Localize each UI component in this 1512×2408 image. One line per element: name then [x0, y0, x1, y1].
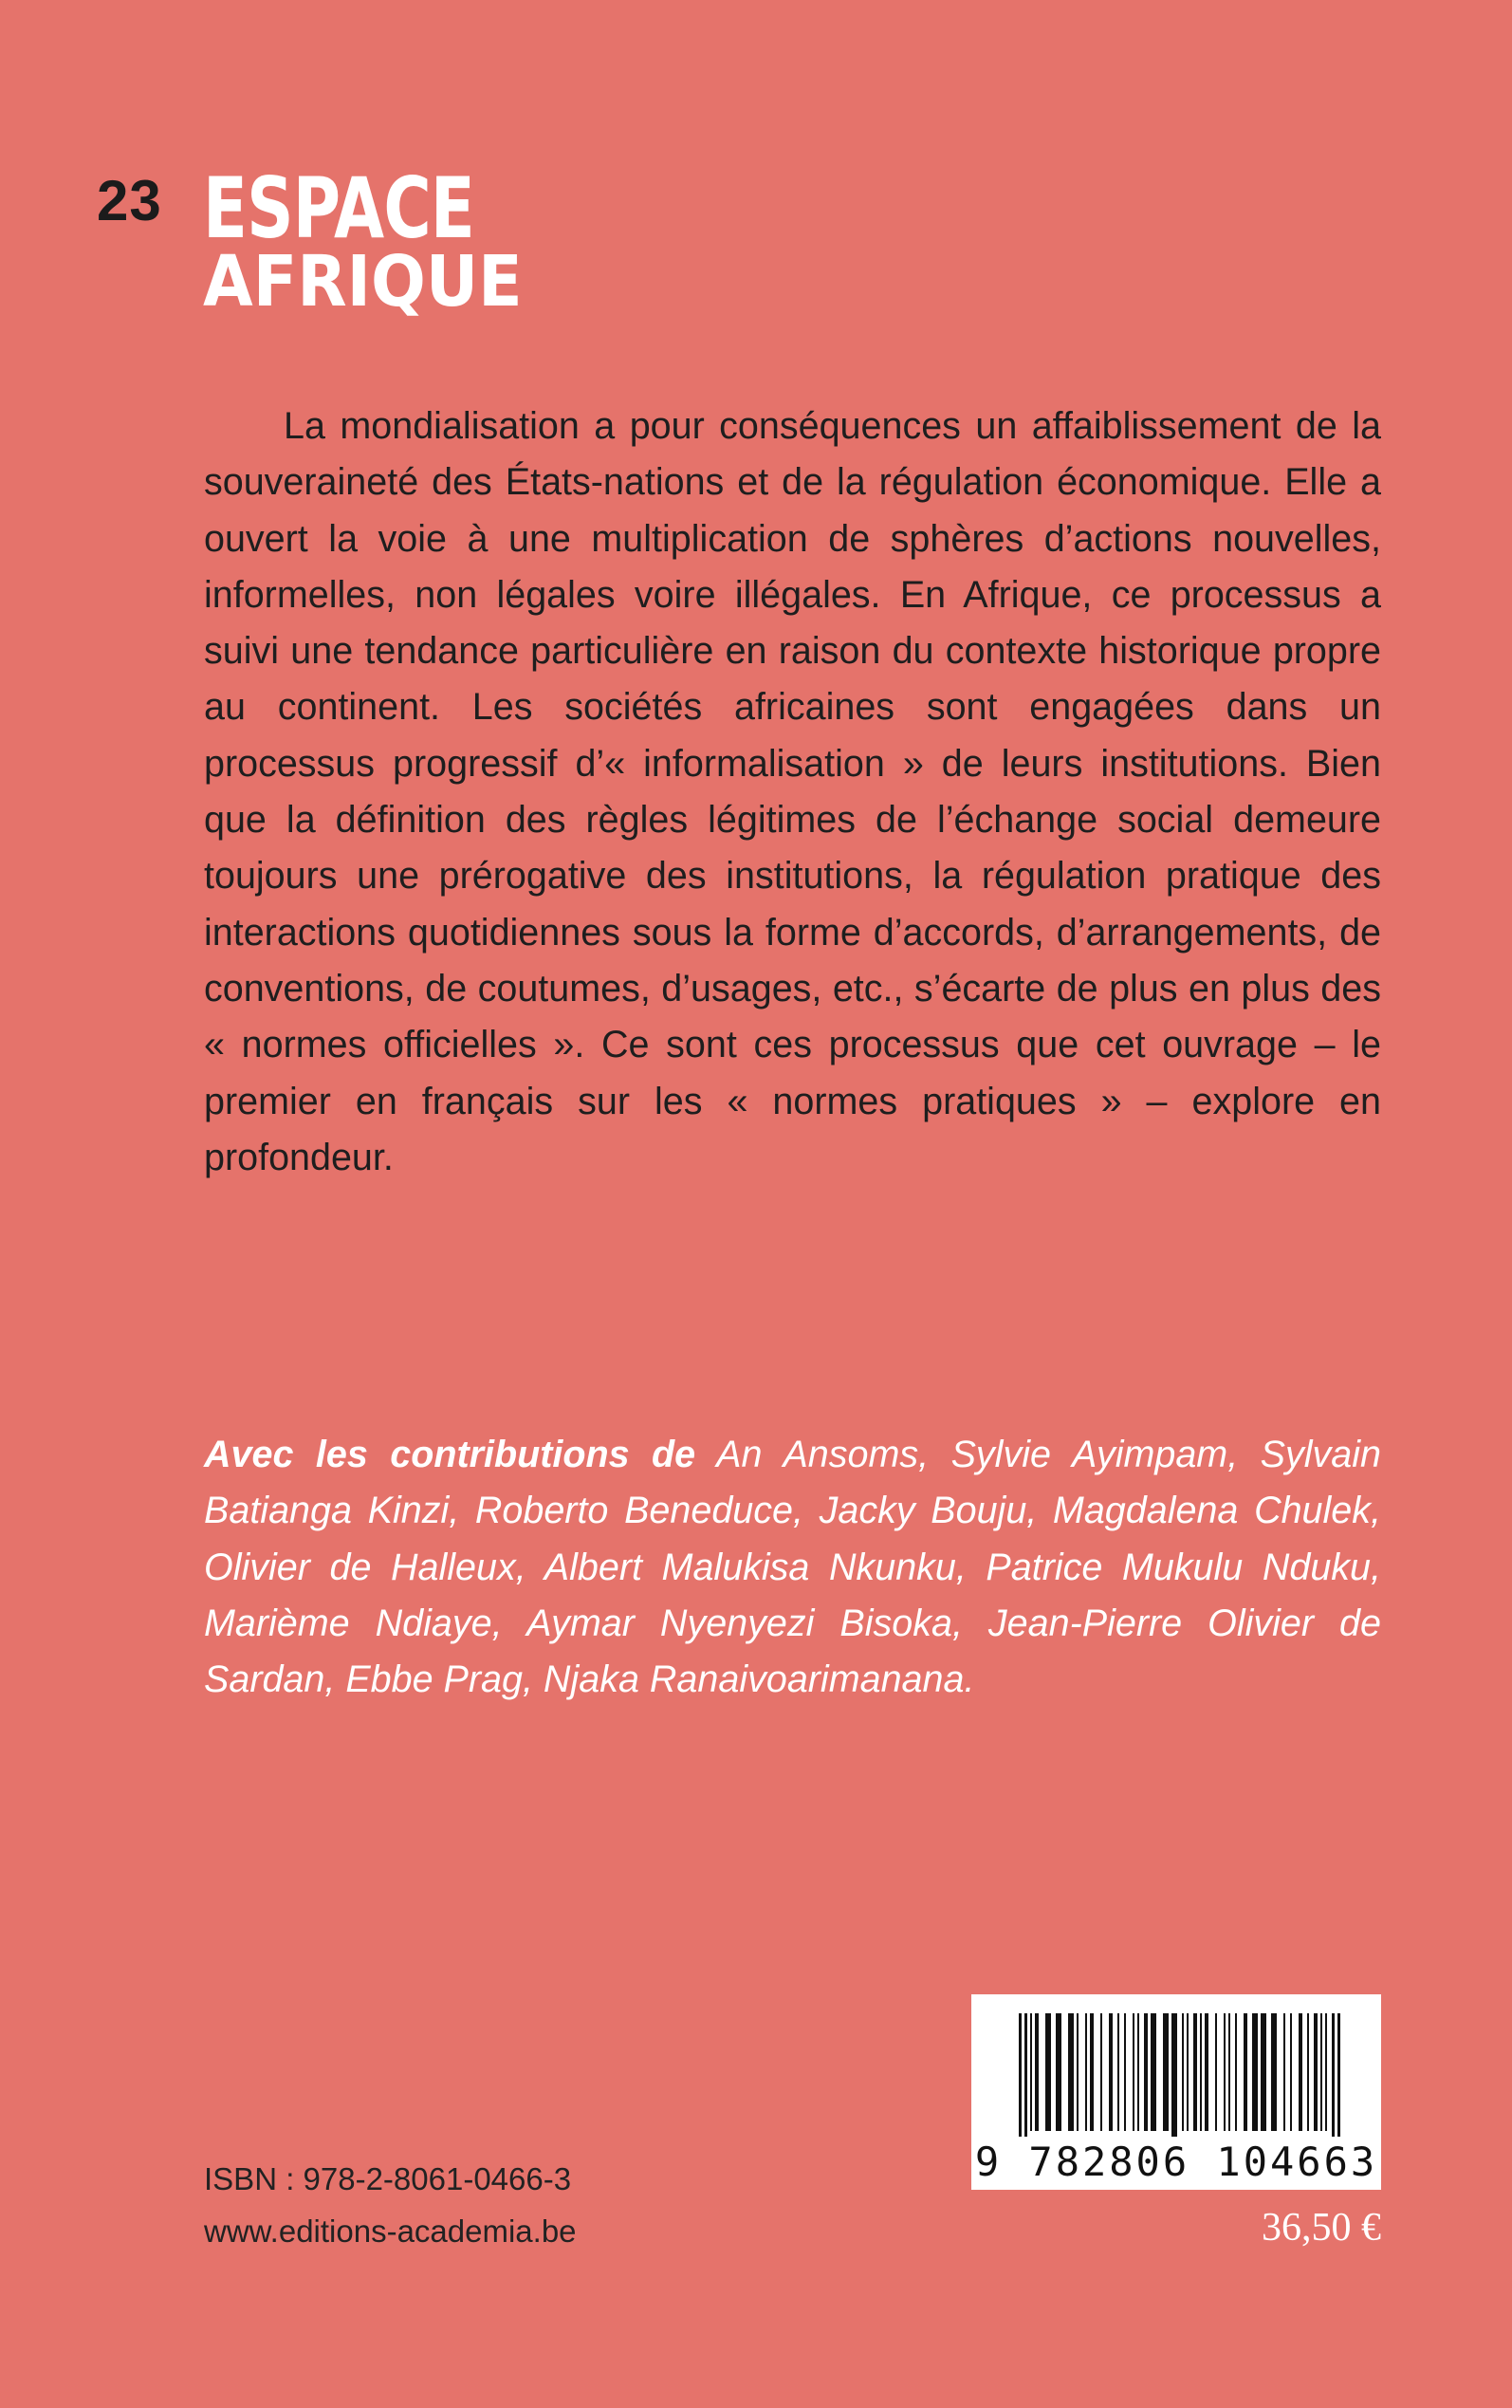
barcode-bar [1235, 2013, 1237, 2131]
barcode-bar [1332, 2013, 1335, 2137]
contributors-lead: Avec les contributions de [204, 1434, 696, 1475]
barcode-bar [1320, 2013, 1322, 2131]
barcode-bar [1252, 2013, 1258, 2131]
book-summary: La mondialisation a pour conséquences un affaiblissement de la souveraineté des États-nations et de la régulation économique. Elle a ouvert la voie à une multiplication de sphères d’actions nouvelles, informelles, non légales voire illégales. En Afrique, ce processus a suivi une tendance particulière en raison du contexte historique propre au continent. Les sociétés africaines sont engagées dans un processus progressif d’« informalisation » de leurs institutions. Bien que la définition des règles légitimes de l’échange social demeure toujours une prérogative des institutions, la régulation pratique des interactions quotidiennes sous la forme d’accords, d’arrangements, de conventions, de coutumes, d’usages, etc., s’écarte de plus en plus des « normes officielles ». Ce sont ces processus que cet ouvrage – le premier en français sur les « normes pratiques » – explore en profondeur. [204, 405, 1381, 1178]
barcode-bar [1325, 2013, 1327, 2131]
barcode-bar [1117, 2013, 1119, 2131]
barcode-bar [1171, 2013, 1177, 2137]
barcode-bar [1085, 2013, 1087, 2131]
barcode-bar [1030, 2013, 1032, 2131]
barcode-bars [971, 1994, 1381, 2137]
barcode-bar [1187, 2013, 1189, 2131]
barcode-bar [1337, 2013, 1340, 2137]
barcode-bar [1200, 2013, 1202, 2131]
series-title-line1: ESPACE [203, 159, 475, 257]
barcode-bar [1228, 2013, 1230, 2131]
contributors-names: An Ansoms, Sylvie Ayimpam, Sylvain Batianga Kinzi, Roberto Beneduce, Jacky Bouju, Magdalena Chulek, Olivier de Halleux, Albert Malukisa Nkunku, Patrice Mukulu Nduku, Marième Ndiaye, Aymar Nyenyezi Bisoka, Jean-Pierre Olivier de Sardan, Ebbe Prag, Njaka Ranaivoarimanana. [204, 1434, 1381, 1701]
barcode-bar [1215, 2013, 1217, 2131]
barcode-bar [1109, 2013, 1113, 2131]
barcode [971, 1994, 1381, 2190]
series-title-line2: AFRIQUE [203, 241, 523, 323]
barcode-bar [1068, 2013, 1074, 2131]
barcode-bar [1314, 2013, 1318, 2131]
barcode-bar [1133, 2013, 1134, 2131]
barcode-bar [1151, 2013, 1156, 2131]
series-number: 23 [97, 169, 162, 232]
barcode-bar [1205, 2013, 1208, 2131]
barcode-bar [1271, 2013, 1277, 2131]
barcode-bar [1261, 2013, 1266, 2131]
barcode-bar [1090, 2013, 1094, 2131]
barcode-bar [1100, 2013, 1102, 2131]
barcode-bar [1283, 2013, 1285, 2131]
barcode-bar [1307, 2013, 1309, 2131]
barcode-bar [1056, 2013, 1061, 2131]
publisher-website: www.editions-academia.be [204, 2214, 577, 2249]
barcode-bar [1124, 2013, 1126, 2131]
barcode-bar [1163, 2013, 1169, 2131]
barcode-digits: 9 782806 104663 [974, 2139, 1378, 2185]
barcode-bar [1182, 2013, 1184, 2131]
series-title [203, 159, 551, 323]
barcode-bar [1244, 2013, 1247, 2131]
isbn: ISBN : 978-2-8061-0466-3 [204, 2161, 572, 2196]
barcode-bar [1224, 2013, 1226, 2131]
barcode-bar [1019, 2013, 1022, 2137]
barcode-bar [1045, 2013, 1051, 2131]
barcode-bar [1137, 2013, 1139, 2131]
barcode-bar [1035, 2013, 1039, 2131]
barcode-bar [1024, 2013, 1027, 2137]
barcode-bar [1299, 2013, 1302, 2131]
barcode-bar [1193, 2013, 1197, 2131]
barcode-bar [1077, 2013, 1079, 2131]
barcode-bar [1144, 2013, 1148, 2131]
price: 36,50 € [1262, 2206, 1381, 2250]
contributors-paragraph [204, 1427, 1381, 1708]
barcode-bar [1290, 2013, 1292, 2131]
